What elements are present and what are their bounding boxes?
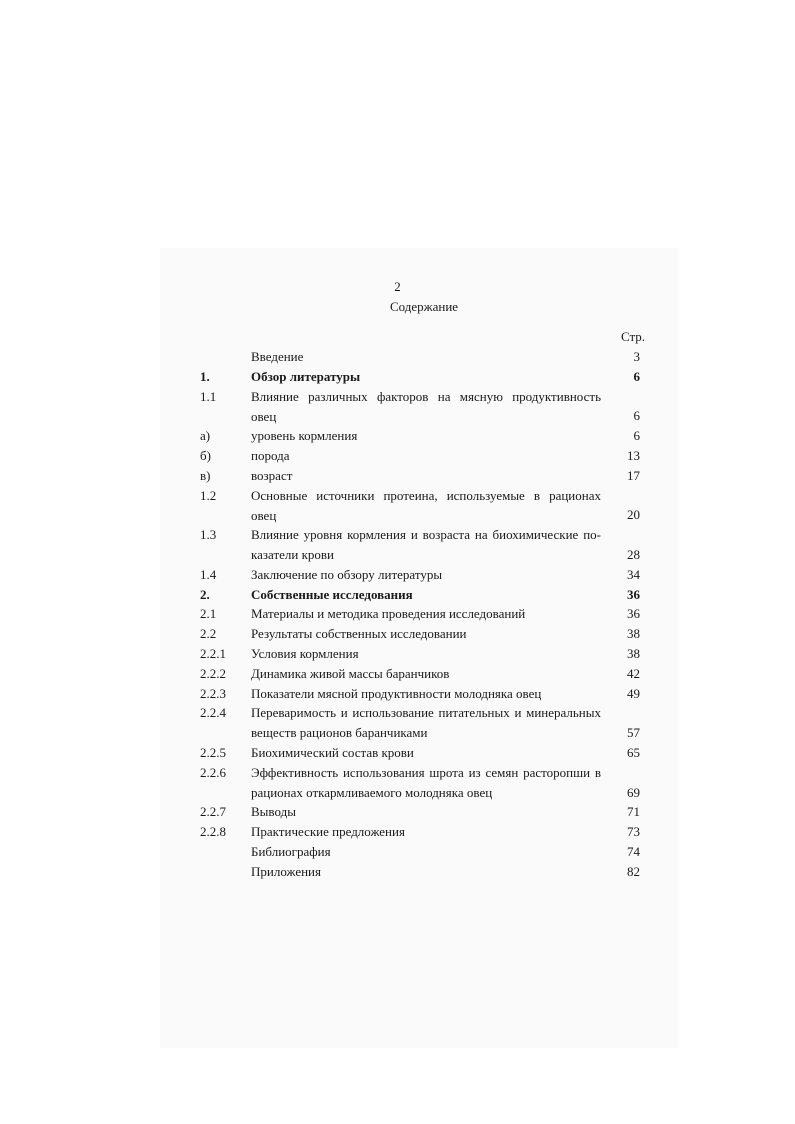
toc-entry-line: порода [251,448,290,463]
toc-entry-line: Биохимический состав крови [251,745,414,760]
toc-entry-line: Заключение по обзору литературы [251,566,443,582]
toc-entry-text [251,822,601,842]
toc-entry [200,525,640,565]
toc-entry [200,644,640,664]
toc-entry-text [251,367,601,387]
toc-entry-line: Влияние различных факторов на мясную продуктивность [251,388,601,404]
toc-entry-line: Основные источники протеина, используемые в рационах [251,487,601,503]
toc-entry-text [251,703,601,743]
toc-entry-line: Собственные исследования [251,586,413,602]
page-title: Содержание [389,299,459,314]
toc-entry-page: 20 [627,507,640,523]
toc-entry-number: 2.2 [200,626,217,642]
toc-entry-line: веществ рационов баранчиками [251,725,428,741]
toc-entry-page: 13 [627,448,640,463]
toc-entry-number: 2.2.4 [200,705,226,721]
toc-entry-line: Эффективность использования шрота из семян расторопши в [251,764,601,780]
toc-entry-text [251,862,601,882]
toc-entry [200,802,640,822]
toc-entry-line: возраст [251,467,293,483]
toc-entry-page: 42 [627,665,640,681]
toc-entry-number: 2.2.7 [200,804,226,820]
toc-entry-text [251,486,601,526]
toc-entry-number: 1.1 [200,388,217,404]
toc-entry-line: Практические предложения [251,824,405,840]
toc-entry-line: Переваримость и использование питательных и минеральных [251,705,601,721]
toc-entry-text [251,664,601,684]
toc-entry-line: Показатели мясной продуктивности молодняка овец [251,685,542,701]
toc-entry-text [251,684,601,704]
page-column-header: Стр. [620,329,646,344]
toc-entry-page: 65 [627,745,640,760]
toc-entry-page: 69 [627,784,640,800]
toc-entry-page: 57 [627,725,640,741]
toc-entry-text [251,525,601,565]
toc-entry-text [251,426,601,446]
toc-entry-page: 28 [627,546,640,562]
toc-entry-text [251,585,601,605]
toc-entry-number: 1.2 [200,487,217,503]
toc-entry-text [251,842,601,862]
toc-entry-line: Условия кормления [251,646,359,661]
toc-entry-line: овец [251,507,277,523]
toc-entry [200,842,640,862]
toc-entry-page: 38 [627,646,640,661]
toc-entry-text [251,604,601,624]
toc-entry-text [251,644,601,664]
toc-entry-text [251,624,601,644]
toc-entry-line: уровень кормления [251,428,358,444]
toc-entry-page: 6 [633,368,640,384]
toc-entry-text [251,802,601,822]
toc-entry-number: б) [200,448,211,463]
toc-entry-page: 3 [633,349,640,364]
toc-entry-page: 34 [627,566,640,582]
toc-entry [200,703,640,743]
toc-entry-line: Динамика живой массы баранчиков [251,665,450,681]
toc-entry-page: 74 [627,844,640,859]
toc-entry [200,743,640,763]
toc-entry-page: 36 [627,606,640,622]
toc-entry-number: 2.2.2 [200,665,226,681]
toc-entry-page: 36 [627,586,640,602]
toc-entry-text [251,446,601,466]
toc-entry-number: в) [200,467,211,483]
toc-entry-text [251,743,601,763]
toc-entry-line: Приложения [251,863,321,879]
toc-entry [200,585,640,605]
toc-entry [200,466,640,486]
toc-entry-number: 2.2.3 [200,685,226,701]
toc-entry-text [251,565,601,585]
toc-entry-line: Обзор литературы [251,368,361,384]
toc-entry-page: 17 [627,467,640,483]
toc-entry-line: Выводы [251,804,296,820]
toc-entry [200,347,640,367]
toc-entry-number: а) [200,428,211,444]
toc-entry-number: 2.2.1 [200,646,226,661]
toc-entry [200,763,640,803]
toc-entry-page: 71 [627,804,640,820]
toc-entry-number: 1.3 [200,527,217,543]
toc-entry [200,664,640,684]
toc-entry [200,862,640,882]
toc-entry-number: 1. [200,368,210,384]
toc-entry [200,426,640,446]
toc-entry [200,624,640,644]
toc-entry-line: Материалы и методика проведения исследований [251,606,526,622]
toc-entry-line: овец [251,408,277,424]
toc-entry-number: 2.2.6 [200,764,226,780]
toc-entry-text [251,466,601,486]
toc-entry [200,604,640,624]
toc-entry-line: казатели крови [251,547,335,563]
toc-entry [200,367,640,387]
toc-entry [200,486,640,526]
toc-entry [200,387,640,427]
toc-entry-number: 2.2.5 [200,745,226,760]
toc-entry [200,822,640,842]
toc-entry-page: 82 [627,863,640,879]
toc-entry-line: Введение [251,349,304,364]
toc-entry-page: 6 [633,408,640,424]
toc-entry-text [251,387,601,427]
toc-entry-line: Библиография [251,844,331,859]
toc-entry [200,565,640,585]
toc-entry-page: 38 [627,626,640,642]
toc-entry-number: 2.2.8 [200,824,226,840]
page-number: 2 [394,279,401,294]
toc-entry-text [251,347,601,367]
toc-entry-number: 2.1 [200,606,217,622]
toc-entry-number: 2. [200,586,210,602]
toc-entry-page: 6 [633,428,640,444]
toc-entry-line: рационах откармливаемого молодняка овец [251,784,493,800]
toc-entry-number: 1.4 [200,566,217,582]
toc-entry [200,684,640,704]
toc-entry-text [251,763,601,803]
toc-entry [200,446,640,466]
toc-entry-page: 49 [627,685,640,701]
toc-entry-page: 73 [627,824,640,840]
toc-entry-line: Результаты собственных исследовании [251,626,467,642]
toc-entry-line: Влияние уровня кормления и возраста на биохимические по- [251,527,601,543]
